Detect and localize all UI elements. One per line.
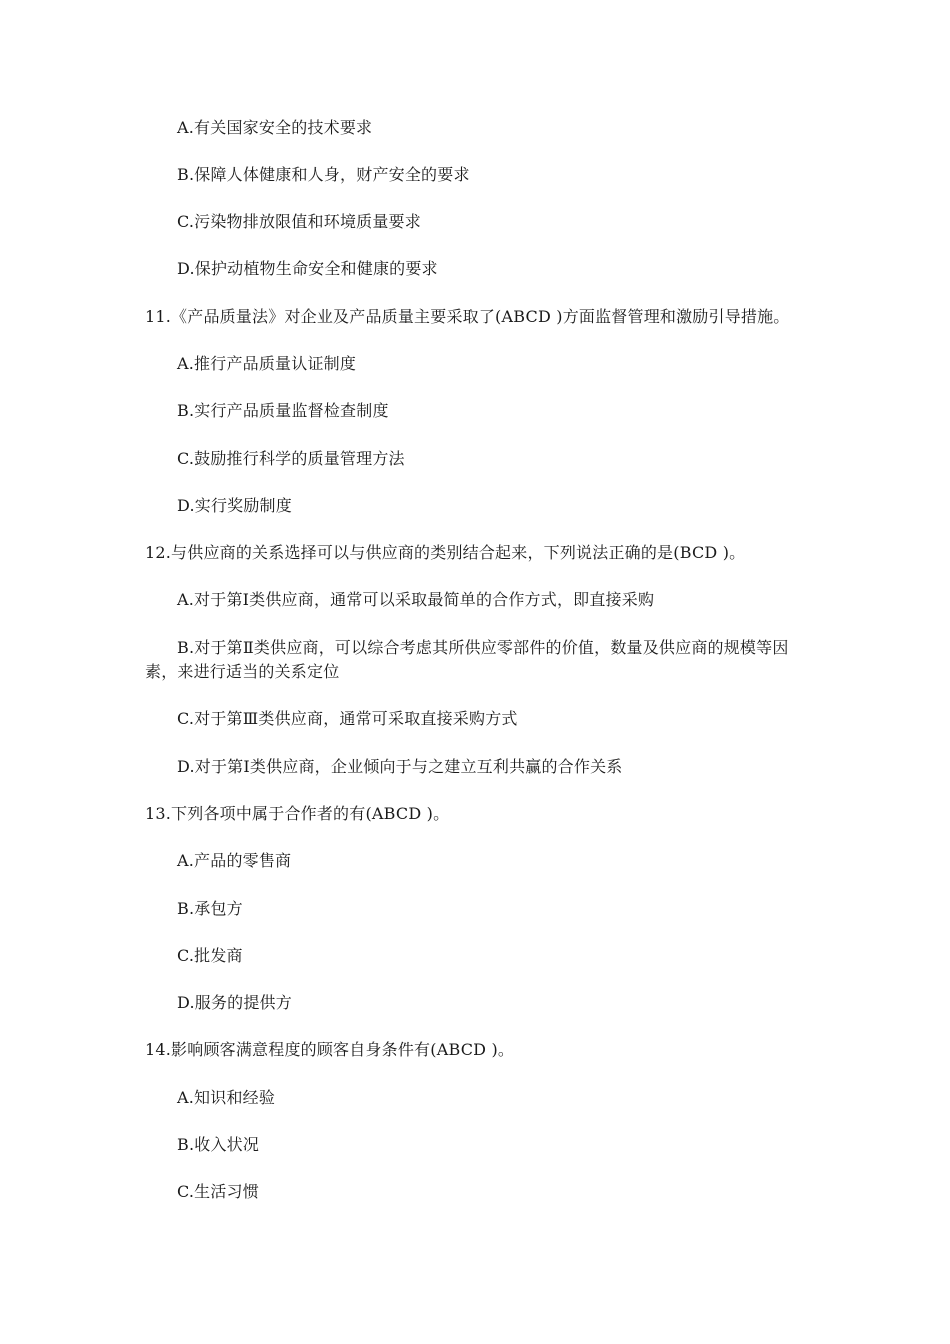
- q11-option-b: B.实行产品质量监督检查制度: [177, 401, 389, 420]
- q14-option-b: B.收入状况: [177, 1135, 260, 1154]
- q12-option-c: C.对于第Ⅲ类供应商，通常可采取直接采购方式: [177, 709, 518, 728]
- q11-option-c: C.鼓励推行科学的质量管理方法: [177, 449, 405, 468]
- q13-option-b: B.承包方: [177, 899, 243, 918]
- q12-option-a: A.对于第Ⅰ类供应商，通常可以采取最简单的合作方式，即直接采购: [177, 590, 655, 609]
- q12-stem: 12.与供应商的关系选择可以与供应商的类别结合起来，下列说法正确的是(BCD )。: [145, 543, 746, 562]
- q14-option-a: A.知识和经验: [177, 1088, 276, 1107]
- q14-option-c: C.生活习惯: [177, 1182, 259, 1201]
- q14-stem: 14.影响顾客满意程度的顾客自身条件有(ABCD )。: [145, 1040, 515, 1059]
- q12-option-b: B.对于第Ⅱ类供应商，可以综合考虑其所供应零部件的价值，数量及供应商的规模等因素，来进行适当的关系定位: [145, 638, 789, 681]
- q13-stem: 13.下列各项中属于合作者的有(ABCD )。: [145, 804, 450, 823]
- q10-option-a: A.有关国家安全的技术要求: [177, 118, 373, 137]
- q11-option-a: A.推行产品质量认证制度: [177, 354, 357, 373]
- q12-option-d: D.对于第Ⅰ类供应商，企业倾向于与之建立互利共赢的合作关系: [177, 757, 623, 776]
- q11-option-d: D.实行奖励制度: [177, 496, 292, 515]
- q10-option-b: B.保障人体健康和人身，财产安全的要求: [177, 165, 470, 184]
- q10-option-c: C.污染物排放限值和环境质量要求: [177, 212, 421, 231]
- q13-option-d: D.服务的提供方: [177, 993, 292, 1012]
- q11-stem: 11.《产品质量法》对企业及产品质量主要采取了(ABCD )方面监督管理和激励引导措施。: [145, 307, 790, 326]
- q13-option-a: A.产品的零售商: [177, 851, 292, 870]
- q13-option-c: C.批发商: [177, 946, 243, 965]
- q10-option-d: D.保护动植物生命安全和健康的要求: [177, 259, 438, 278]
